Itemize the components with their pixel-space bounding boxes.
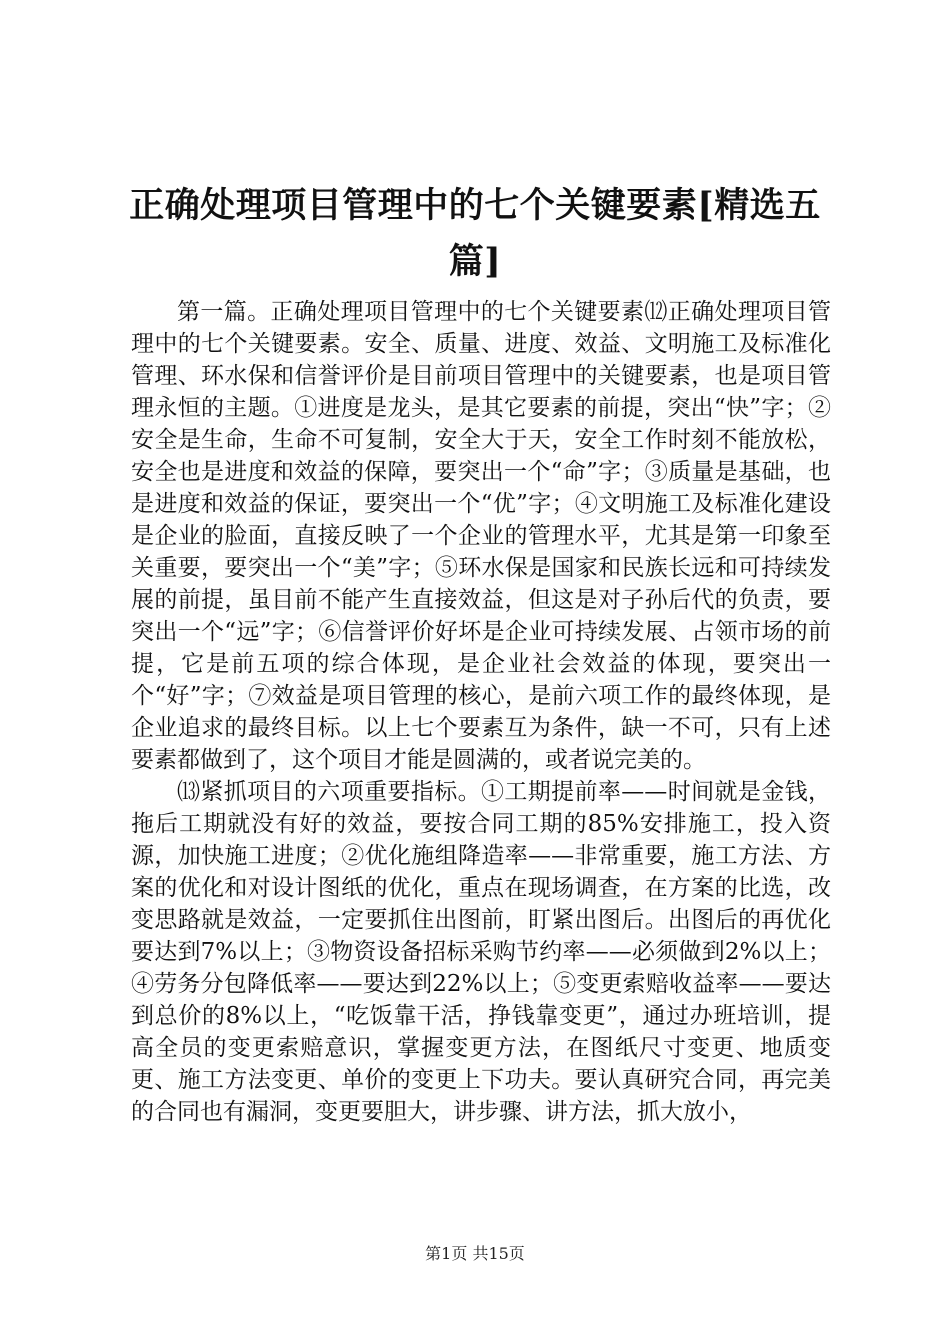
paragraph-2: ⒀紧抓项目的六项重要指标。①工期提前率——时间就是金钱，拖后工期就没有好的效益，要按合同工期的85%安排施工，投入资源，加快施工进度；②优化施组降造率——非常重要，施工方法、方案的优化和对设计图纸的优化，重点在现场调查，在方案的比选，改变思路就是效益，一定要抓住出图前，盯紧出图后。出图后的再优化要达到7%以上；③物资设备招标采购节约率——必须做到2%以上；④劳务分包降低率——要达到22%以上；⑤变更索赔收益率——要达到总价的8%以上，“吃饭靠干活，挣钱靠变更”，通过办班培训，提高全员的变更索赔意识，掌握变更方法，在图纸尺寸变更、地质变更、施工方法变更、单价的变更上下功夫。要认真研究合同，再完美的合同也有漏洞，变更要胆大，讲步骤、讲方法，抓大放小， — [131, 779, 831, 1125]
page-footer: 第1页 共15页 — [425, 1244, 525, 1263]
document-body — [131, 296, 831, 1128]
document-title: 正确处理项目管理中的七个关键要素[精选五篇] — [129, 185, 821, 282]
paragraph-1: 第一篇。正确处理项目管理中的七个关键要素⑿正确处理项目管理中的七个关键要素。安全、质量、进度、效益、文明施工及标准化管理、环水保和信誉评价是目前项目管理中的关键要素，也是项目管理永恒的主题。①进度是龙头，是其它要素的前提，突出“快”字；②安全是生命，生命不可复制，安全大于天，安全工作时刻不能放松，安全也是进度和效益的保障，要突出一个“命”字；③质量是基础，也是进度和效益的保证，要突出一个“优”字；④文明施工及标准化建设是企业的脸面，直接反映了一个企业的管理水平，尤其是第一印象至关重要，要突出一个“美”字；⑤环水保是国家和民族长远和可持续发展的前提，虽目前不能产生直接效益，但这是对子孙后代的负责，要突出一个“远”字；⑥信誉评价好坏是企业可持续发展、占领市场的前提，它是前五项的综合体现，是企业社会效益的体现，要突出一个“好”字；⑦效益是项目管理的核心，是前六项工作的最终体现，是企业追求的最终目标。以上七个要素互为条件，缺一不可，只有上述要素都做到了，这个项目才能是圆满的，或者说完美的。 — [131, 299, 831, 773]
